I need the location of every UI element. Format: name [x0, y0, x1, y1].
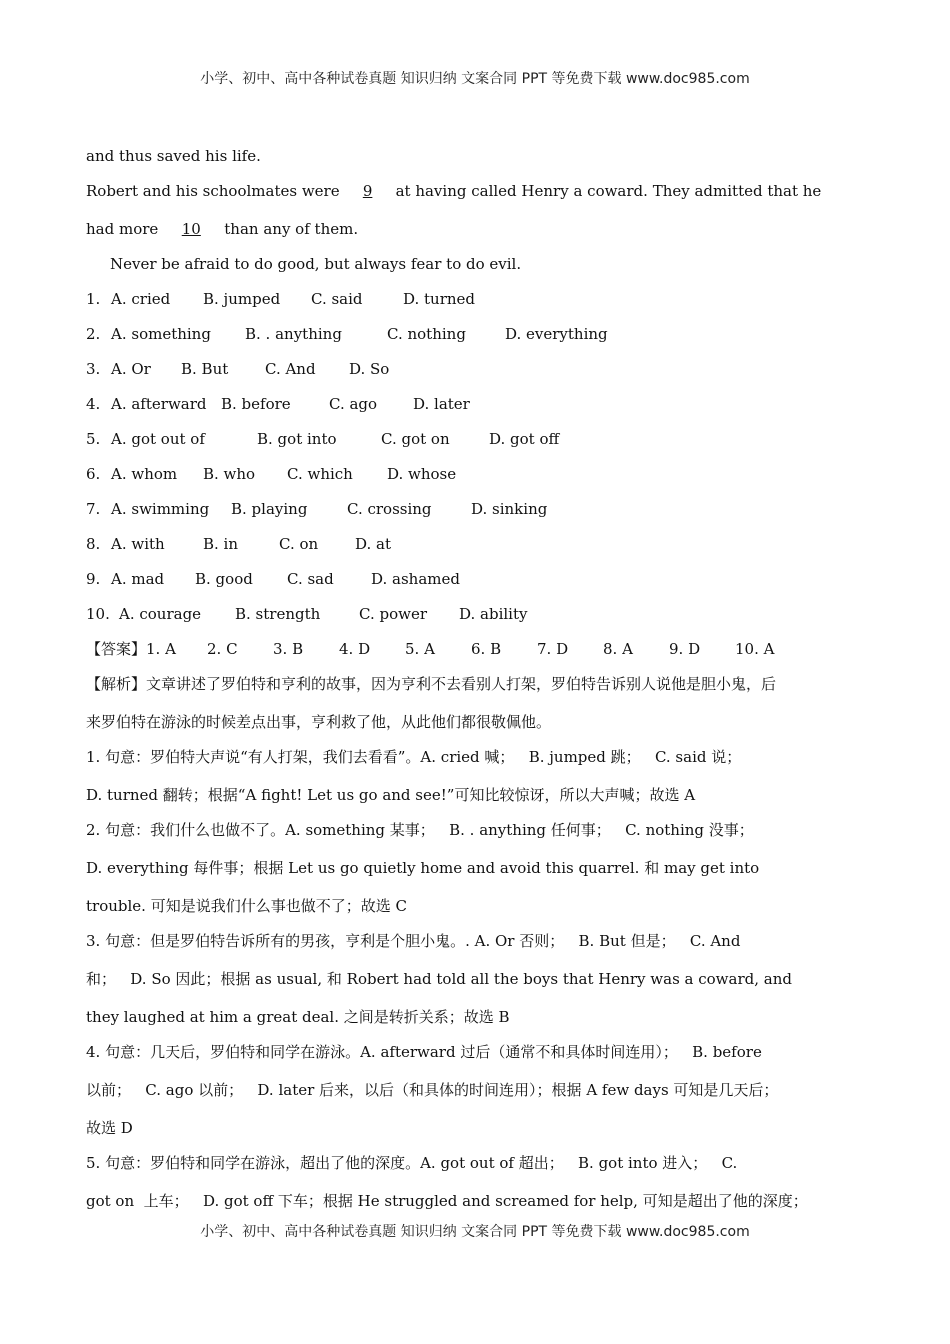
question-option: B. But: [181, 360, 229, 378]
question-option: B. good: [195, 570, 253, 588]
analysis-line: 2. 句意：我们什么也做不了。A. something 某事； B. . anything 任何事； C. nothing 没事；: [86, 821, 754, 839]
passage-line: Robert and his schoolmates were 9 at having called Henry a coward. They admitted that he: [86, 178, 876, 216]
question-option: A. afterward: [111, 395, 207, 413]
question-option: A. mad: [111, 570, 165, 588]
question-option: A. courage: [119, 605, 202, 623]
question-option: D. later: [413, 395, 470, 413]
question-option: A. whom: [111, 465, 178, 483]
question-option: B. got into: [257, 430, 337, 448]
question-number: 2.: [86, 325, 101, 343]
question-option: D. sinking: [471, 500, 548, 518]
passage-line: and thus saved his life.: [86, 147, 261, 165]
question-option: D. ashamed: [371, 570, 460, 588]
question-list: [86, 286, 876, 636]
question-option: C. crossing: [347, 500, 432, 518]
question-row: [86, 461, 876, 496]
answer-item: 9. D: [669, 640, 701, 658]
analysis-line: they laughed at him a great deal. 之间是转折关系；故选 B: [86, 1008, 510, 1026]
question-option: B. . anything: [245, 325, 342, 343]
question-number: 10.: [86, 605, 110, 623]
question-number: 5.: [86, 430, 101, 448]
question-row: [86, 391, 876, 426]
question-option: C. ago: [329, 395, 378, 413]
analysis-line: 和； D. So 因此；根据 as usual, 和 Robert had told all the boys that Henry was a coward, and: [86, 970, 792, 988]
question-option: C. nothing: [387, 325, 466, 343]
answer-item: 1. A: [146, 640, 176, 658]
question-option: D. ability: [459, 605, 528, 623]
question-row: [86, 426, 876, 461]
question-row: [86, 566, 876, 601]
question-option: D. turned: [403, 290, 476, 308]
question-option: A. with: [111, 535, 165, 553]
question-number: 4.: [86, 395, 101, 413]
passage-line: had more 10 than any of them.: [86, 216, 876, 251]
question-row: [86, 496, 876, 531]
question-option: B. before: [221, 395, 291, 413]
answer-item: 3. B: [273, 640, 304, 658]
question-option: B. who: [203, 465, 256, 483]
question-option: C. sad: [287, 570, 334, 588]
analysis-line: 1. 句意：罗伯特大声说“有人打架，我们去看看”。A. cried 喊； B. jumped 跳； C. said 说；: [86, 748, 742, 766]
answer-line: [86, 636, 876, 671]
passage-moral: Never be afraid to do good, but always fear to do evil.: [110, 255, 522, 273]
blank-9: 9: [362, 182, 373, 200]
analysis-line: got on 上车； D. got off 下车；根据 He struggled and screamed for help, 可知是超出了他的深度；: [86, 1192, 808, 1210]
analysis-line: trouble. 可知是说我们什么事也做不了；故选 C: [86, 897, 407, 915]
page-footer: 小学、初中、高中各种试卷真题 知识归纳 文案合同 PPT 等免费下载 www.doc985.com: [200, 1224, 750, 1240]
page-header: 小学、初中、高中各种试卷真题 知识归纳 文案合同 PPT 等免费下载 www.doc985.com: [200, 71, 750, 87]
question-option: D. whose: [387, 465, 457, 483]
question-option: B. jumped: [203, 290, 281, 308]
analysis-line: D. everything 每件事；根据 Let us go quietly home and avoid this quarrel. 和 may get into: [86, 859, 760, 877]
question-row: [86, 321, 876, 356]
answer-item: 2. C: [207, 640, 238, 658]
analysis-line: 以前； C. ago 以前； D. later 后来，以后（和具体的时间连用）；根据 A few days 可知是几天后；: [86, 1081, 779, 1099]
answer-item: 7. D: [537, 640, 569, 658]
analysis-line: D. turned 翻转；根据“A fight! Let us go and see!”可知比较惊讶，所以大声喊；故选 A: [86, 786, 696, 804]
answer-label: 【答案】: [86, 640, 147, 658]
analysis-line: 来罗伯特在游泳的时候差点出事，亨利救了他，从此他们都很敬佩他。: [86, 713, 552, 731]
answer-item: 8. A: [603, 640, 633, 658]
answer-item: 10. A: [735, 640, 775, 658]
question-number: 1.: [86, 290, 101, 308]
question-option: C. on: [279, 535, 319, 553]
question-option: C. said: [311, 290, 363, 308]
answer-item: 4. D: [339, 640, 371, 658]
question-option: D. everything: [505, 325, 608, 343]
question-option: C. power: [359, 605, 427, 623]
question-option: B. in: [203, 535, 239, 553]
question-option: A. Or: [111, 360, 151, 378]
question-option: A. swimming: [111, 500, 210, 518]
question-option: B. playing: [231, 500, 308, 518]
question-option: A. cried: [111, 290, 171, 308]
question-row: [86, 601, 876, 636]
question-option: D. So: [349, 360, 390, 378]
analysis-line: 5. 句意：罗伯特和同学在游泳，超出了他的深度。A. got out of 超出； B. got into 进入； C.: [86, 1154, 738, 1172]
document-body: [86, 143, 876, 1223]
blank-10: 10: [181, 220, 201, 238]
answer-item: 6. B: [471, 640, 502, 658]
question-number: 9.: [86, 570, 101, 588]
question-option: B. strength: [235, 605, 321, 623]
question-option: A. got out of: [111, 430, 205, 448]
question-option: A. something: [111, 325, 211, 343]
question-option: D. at: [355, 535, 391, 553]
analysis-line: 【解析】文章讲述了罗伯特和亨利的故事，因为亨利不去看别人打架，罗伯特告诉别人说他是胆小鬼，后: [86, 675, 777, 693]
analysis-line: 3. 句意：但是罗伯特告诉所有的男孩，亨利是个胆小鬼。. A. Or 否则； B. But 但是； C. And: [86, 932, 741, 950]
question-number: 6.: [86, 465, 101, 483]
question-row: [86, 356, 876, 391]
question-option: C. which: [287, 465, 353, 483]
question-number: 7.: [86, 500, 101, 518]
analysis-label: 【解析】: [86, 675, 147, 693]
analysis-line: 4. 句意：几天后，罗伯特和同学在游泳。A. afterward 过后（通常不和具体时间连用）； B. before: [86, 1043, 762, 1061]
question-number: 8.: [86, 535, 101, 553]
analysis-line: 故选 D: [86, 1119, 133, 1137]
question-row: [86, 286, 876, 321]
question-option: C. And: [265, 360, 316, 378]
question-number: 3.: [86, 360, 101, 378]
question-option: C. got on: [381, 430, 450, 448]
question-row: [86, 531, 876, 566]
question-option: D. got off: [489, 430, 560, 448]
answer-item: 5. A: [405, 640, 435, 658]
